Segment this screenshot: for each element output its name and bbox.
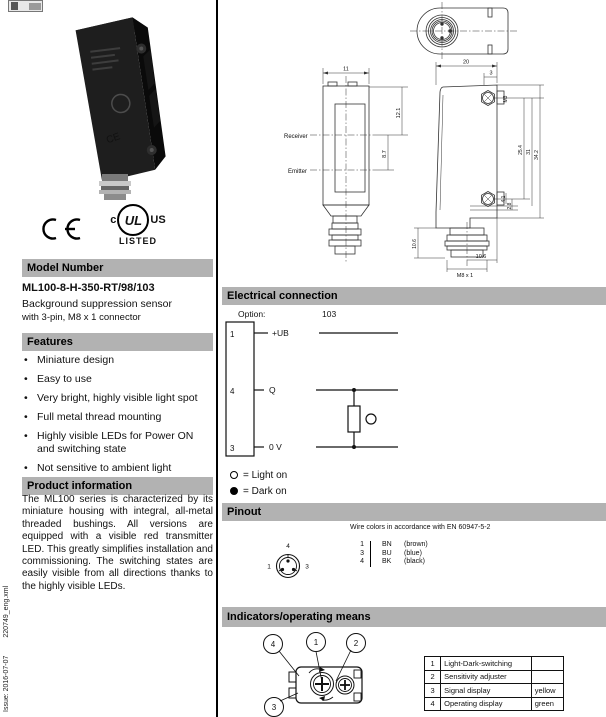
pinout-pin-3: 3: [305, 563, 309, 571]
dark-on-label: = Dark on: [243, 485, 287, 497]
indicators-diagram: [232, 631, 407, 717]
indicators-row: [425, 697, 564, 711]
wire-pin: 4: [360, 558, 364, 565]
indicator-number: 3: [425, 684, 441, 698]
wire-color-name: (brown): [404, 541, 428, 548]
circuit-pin-1: 1: [230, 330, 235, 339]
dim-total-height: 34.2: [534, 150, 540, 160]
feature-item: • Very bright, highly visible light spot: [22, 392, 213, 405]
indicators-table: [424, 656, 564, 711]
indicator-number: 1: [425, 657, 441, 671]
wire-color-name: (blue): [404, 549, 422, 557]
electrical-connection-diagram: [222, 306, 432, 464]
product-information-text: The ML100 series is characterized by its miniature housing with integral, all-metal threaded bushings. All versions are equipped with a visible red transmitter LED. This greatly simplifies installation and commissioning. The switching states are easily visible from all directions thanks to the highly visible LEDs.: [22, 494, 213, 592]
feature-item: • Highly visible LEDs for Power ON and switching state: [22, 430, 213, 455]
indicator-label: Operating display: [441, 697, 532, 711]
dim-conn-thread: M8 x 1: [456, 273, 474, 279]
ul-c-label: c: [110, 214, 117, 226]
indicator-value: [531, 670, 563, 684]
indicator-label: Signal display: [441, 684, 532, 698]
section-header-indicators: Indicators/operating means: [222, 607, 606, 627]
section-header-model-number: Model Number: [22, 259, 213, 277]
issue-line: [3, 586, 10, 712]
model-subdescription: with 3-pin, M8 x 1 connector: [22, 312, 141, 323]
dimension-drawing: [222, 0, 606, 286]
corner-thumbnail-icon: [8, 0, 43, 12]
features-list: [22, 354, 213, 481]
indicator-number: 2: [425, 670, 441, 684]
wire-row: [360, 541, 454, 550]
circuit-pin-4: 4: [230, 387, 235, 396]
dim-side-offset: 3: [489, 70, 493, 77]
ul-us-label: US: [150, 214, 166, 226]
section-header-features: Features: [22, 333, 213, 351]
ul-listed-label: LISTED: [118, 236, 157, 246]
indicator-value: [531, 657, 563, 671]
circuit-0v-label: 0 V: [269, 442, 282, 452]
receiver-label: Receiver: [284, 134, 308, 140]
emitter-label: Emitter: [288, 169, 308, 175]
light-on-label: = Light on: [243, 469, 288, 481]
dim-front-lower: 8.7: [382, 150, 388, 158]
model-number: ML100-8-H-350-RT/98/103: [22, 282, 155, 294]
dim-conn-offset: 10.6: [475, 254, 487, 260]
indicators-row: [425, 657, 564, 671]
section-header-pinout: Pinout: [222, 503, 606, 521]
callout-4: 4: [270, 640, 276, 649]
indicators-row: [425, 684, 564, 698]
feature-item: • Easy to use: [22, 373, 213, 386]
indicators-row: [425, 670, 564, 684]
indicator-number: 4: [425, 697, 441, 711]
wire-code: BK: [370, 558, 404, 567]
callout-1: 1: [313, 638, 319, 647]
indicator-label: Sensitivity adjuster: [441, 670, 532, 684]
feature-item: • Miniature design: [22, 354, 213, 367]
model-description: Background suppression sensor: [22, 298, 173, 310]
dim-foot2: 2.8: [507, 202, 513, 210]
feature-item: • Not sensitive to ambient light: [22, 462, 213, 475]
dim-foot1: 4.1: [501, 195, 507, 203]
switching-legend: [230, 467, 287, 499]
dim-body-span: 31: [526, 149, 532, 155]
light-on-icon: [230, 471, 238, 479]
doc-id: 220749_eng.xml: [3, 585, 10, 638]
section-header-product-information: Product information: [22, 477, 213, 495]
wire-pin: 3: [360, 549, 364, 557]
pinout-pin-4: 4: [286, 543, 290, 550]
wire-row: [360, 550, 454, 559]
option-label: Option:: [238, 309, 266, 319]
column-divider: [216, 0, 218, 717]
section-header-electrical-connection: Electrical connection: [222, 287, 606, 305]
issue-date: Issue: 2016-07-07: [3, 655, 10, 712]
pinout-connector-diagram: [256, 538, 320, 590]
feature-item: • Full metal thread mounting: [22, 411, 213, 424]
product-photo: [46, 2, 184, 200]
pinout-pin-1: 1: [267, 563, 271, 571]
indicator-value: green: [531, 697, 563, 711]
option-value: 103: [322, 309, 337, 319]
dim-side-width: 20: [462, 59, 470, 66]
wire-color-table: [360, 541, 454, 567]
dim-conn-height: 10.6: [412, 239, 418, 249]
wire-pin: 1: [360, 541, 364, 548]
dim-screw-thread: M3: [503, 95, 509, 103]
svg-text:CE: CE: [104, 131, 122, 147]
wire-code: BN: [370, 541, 404, 550]
ul-listed-mark: [106, 204, 170, 246]
dim-front-upper: 12.1: [396, 107, 402, 119]
dim-hole-span: 25.4: [518, 145, 524, 155]
wire-code: BU: [370, 550, 404, 559]
dim-front-width: 11: [343, 66, 349, 73]
wire-color-name: (black): [404, 558, 426, 565]
indicator-label: Light-Dark-switching: [441, 657, 532, 671]
wire-color-note: Wire colors in accordance with EN 60947-5-2: [350, 524, 491, 531]
circuit-q-label: Q: [269, 385, 276, 395]
callout-3: 3: [271, 703, 277, 712]
wire-row: [360, 558, 454, 567]
dark-on-icon: [230, 487, 238, 495]
circuit-ub-label: +UB: [272, 328, 289, 338]
ce-mark: [40, 216, 84, 242]
circuit-pin-3: 3: [230, 444, 235, 453]
ul-logo-icon: UL: [117, 204, 149, 236]
indicator-value: yellow: [531, 684, 563, 698]
callout-2: 2: [353, 639, 359, 648]
